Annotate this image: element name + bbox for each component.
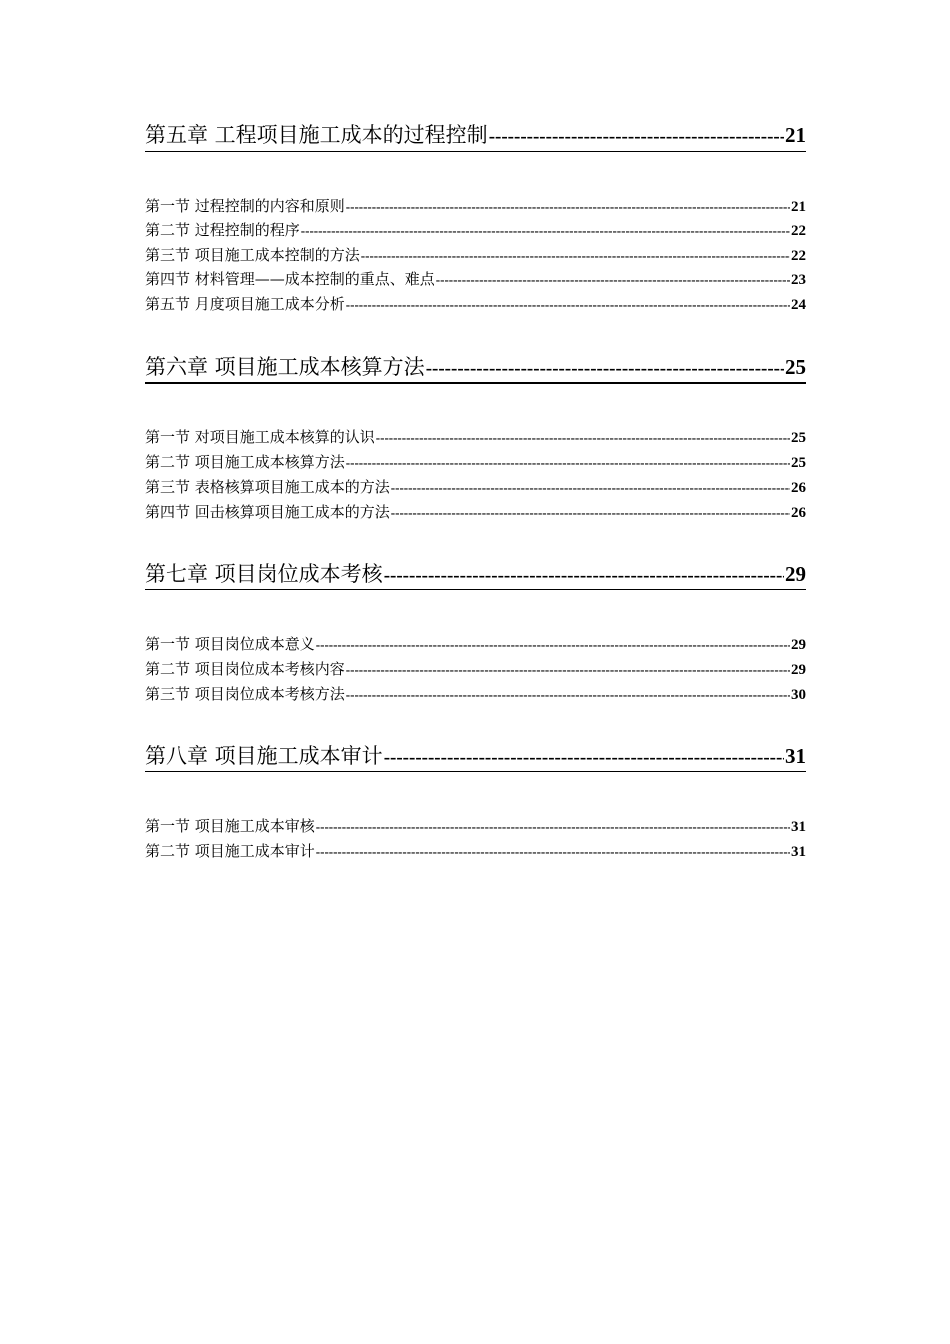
toc-section[interactable] (145, 840, 806, 862)
toc-chapter-7[interactable] (145, 559, 806, 589)
page-number: 26 (791, 480, 806, 496)
dot-leader (376, 427, 790, 448)
dot-leader (346, 684, 790, 705)
section-title: 第四节 材料管理——成本控制的重点、难点 (145, 270, 435, 288)
chapter-title: 第六章 项目施工成本核算方法 (145, 355, 425, 379)
dot-leader (316, 634, 790, 655)
page-number: 22 (791, 248, 806, 264)
toc-section[interactable] (145, 501, 806, 523)
dot-leader (346, 294, 790, 315)
page-number: 22 (791, 223, 806, 239)
dot-leader (436, 269, 790, 290)
chapter-underline (145, 382, 806, 384)
section-title: 第二节 项目岗位成本考核内容 (145, 660, 345, 678)
chapter-title: 第五章 工程项目施工成本的过程控制 (145, 123, 488, 147)
page-number: 25 (785, 355, 806, 379)
chapter-title: 第七章 项目岗位成本考核 (145, 562, 383, 586)
page-number: 31 (785, 744, 806, 768)
section-title: 第三节 项目施工成本控制的方法 (145, 246, 360, 264)
section-title: 第三节 项目岗位成本考核方法 (145, 685, 345, 703)
toc-section[interactable] (145, 219, 806, 241)
dot-leader (489, 122, 784, 150)
chapter-underline (145, 771, 806, 772)
toc-section[interactable] (145, 293, 806, 315)
dot-leader (346, 196, 790, 217)
dot-leader (361, 245, 790, 266)
section-title: 第四节 回击核算项目施工成本的方法 (145, 503, 390, 521)
page-number: 26 (791, 505, 806, 521)
dot-leader (346, 659, 790, 680)
page-number: 25 (791, 430, 806, 446)
dot-leader (426, 354, 784, 382)
dot-leader (301, 220, 790, 241)
section-title: 第一节 项目施工成本审核 (145, 817, 315, 835)
page-number: 21 (791, 199, 806, 215)
section-title: 第一节 对项目施工成本核算的认识 (145, 428, 375, 446)
page-number: 25 (791, 455, 806, 471)
page-number: 29 (791, 662, 806, 678)
chapter-title: 第八章 项目施工成本审计 (145, 744, 383, 768)
page-number: 29 (791, 637, 806, 653)
page-number: 23 (791, 272, 806, 288)
toc-section[interactable] (145, 683, 806, 705)
dot-leader (316, 841, 790, 862)
toc-section[interactable] (145, 658, 806, 680)
section-title: 第一节 过程控制的内容和原则 (145, 197, 345, 215)
toc-section[interactable] (145, 633, 806, 655)
toc-section[interactable] (145, 451, 806, 473)
page-number: 21 (785, 123, 806, 147)
chapter-underline (145, 151, 806, 152)
section-title: 第五节 月度项目施工成本分析 (145, 295, 345, 313)
section-title: 第二节 项目施工成本核算方法 (145, 453, 345, 471)
toc-section[interactable] (145, 244, 806, 266)
dot-leader (384, 561, 784, 589)
toc-chapter-5[interactable] (145, 120, 806, 150)
section-title: 第一节 项目岗位成本意义 (145, 635, 315, 653)
page-number: 24 (791, 297, 806, 313)
page-number: 29 (785, 562, 806, 586)
toc-section[interactable] (145, 426, 806, 448)
section-title: 第三节 表格核算项目施工成本的方法 (145, 478, 390, 496)
dot-leader (316, 816, 790, 837)
toc-chapter-8[interactable] (145, 741, 806, 771)
section-title: 第二节 项目施工成本审计 (145, 842, 315, 860)
toc-section[interactable] (145, 476, 806, 498)
dot-leader (391, 502, 790, 523)
toc-section[interactable] (145, 815, 806, 837)
section-title: 第二节 过程控制的程序 (145, 221, 300, 239)
chapter-underline (145, 589, 806, 590)
toc-section[interactable] (145, 195, 806, 217)
dot-leader (391, 477, 790, 498)
page-number: 31 (791, 844, 806, 860)
toc-chapter-6[interactable] (145, 352, 806, 382)
dot-leader (384, 743, 784, 771)
page-number: 30 (791, 687, 806, 703)
page-number: 31 (791, 819, 806, 835)
toc-section[interactable] (145, 268, 806, 290)
dot-leader (346, 452, 790, 473)
